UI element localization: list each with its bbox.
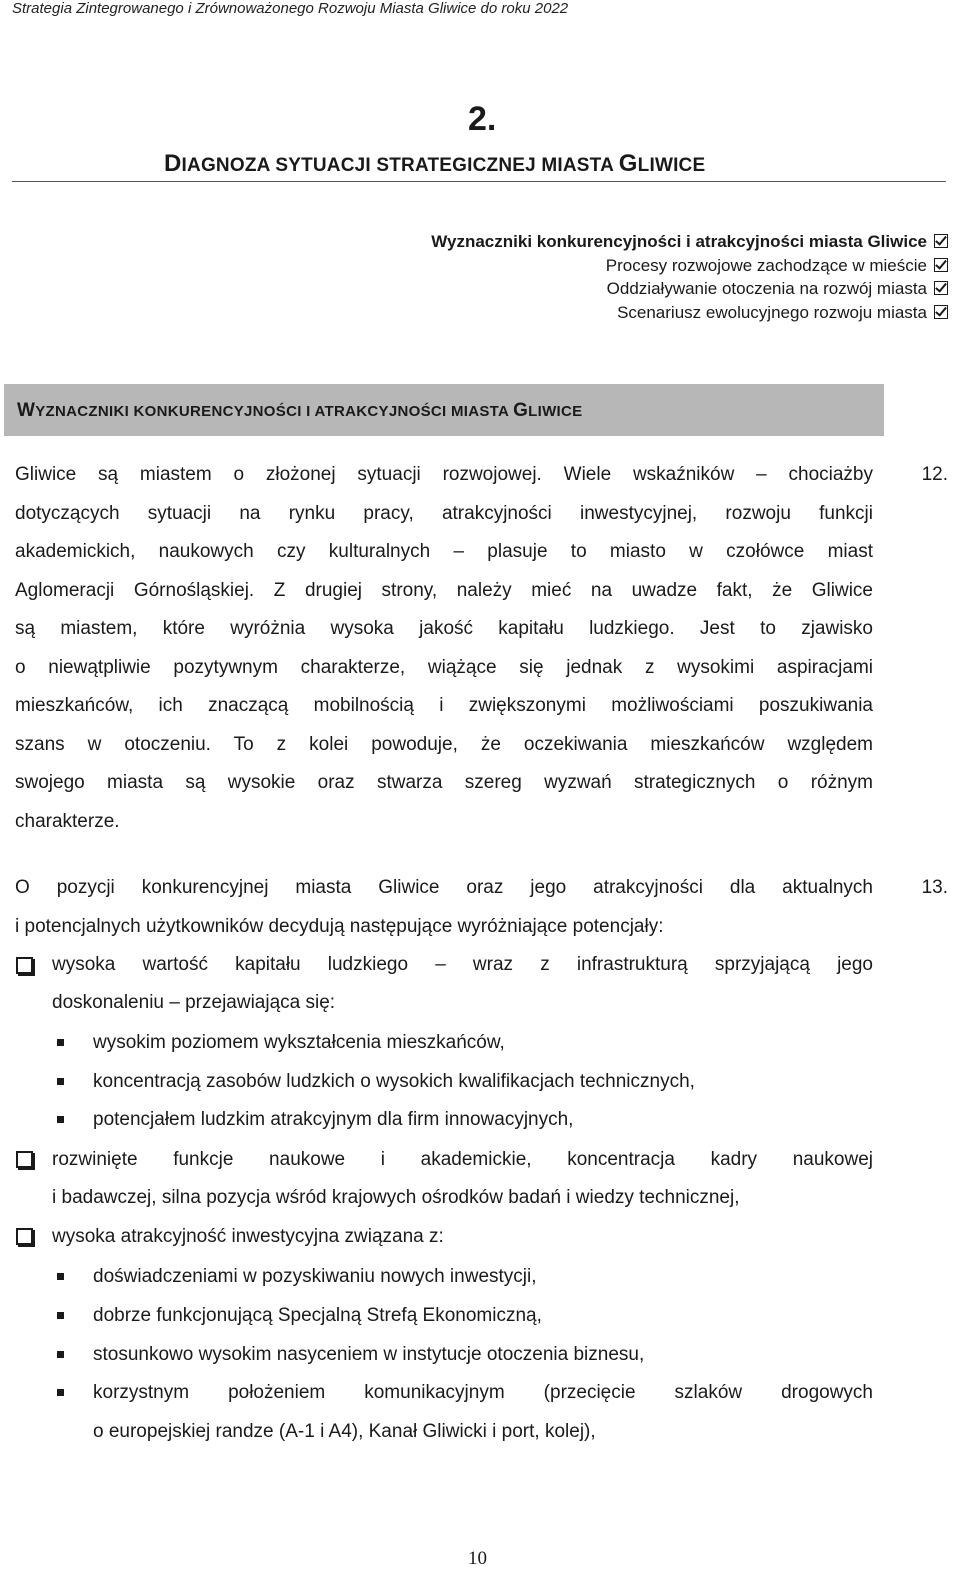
sub-list-item: dobrze funkcjonującą Specjalną Strefą Ekonomiczną, [93,1305,542,1326]
toc-item [431,254,948,278]
paragraph-12 [15,456,873,841]
toc-item-label: Oddziaływanie otoczenia na rozwój miasta [606,279,927,298]
paragraph-line: o niewątpliwie pozytywnym charakterze, wiążące się jednak z wysokimi aspiracjami [15,656,873,678]
sub-list-item: o europejskiej randze (A-1 i A4), Kanał Gliwicki i port, kolej), [93,1421,596,1442]
paragraph-line: Aglomeracji Górnośląskiej. Z drugiej strony, należy mieć na uwadze fakt, że Gliwice [15,579,873,601]
checked-box-icon [934,305,948,319]
chapter-number: 2. [468,100,497,138]
sub-list-item: potencjałem ludzkim atrakcyjnym dla firm innowacyjnych, [93,1109,574,1130]
section-title [17,400,582,422]
checkbox-square-icon [16,1228,33,1245]
bullet-icon [57,1039,64,1046]
chapter-title-text: IAGNOZA SYTUACJI STRATEGICZNEJ MIASTA [181,155,619,176]
bullet-icon [57,1351,64,1358]
list-item-line: wysoka wartość kapitału ludzkiego – wraz z infrastrukturą sprzyjającą jego [52,954,873,975]
sub-list-item: stosunkowo wysokim nasyceniem w instytucje otoczenia biznesu, [93,1344,645,1365]
chapter-title-initial: D [164,150,182,177]
section-title-initial-2: G [513,400,529,421]
paragraph-line: Gliwice są miastem o złożonej sytuacji rozwojowej. Wiele wskaźników – chociażby [15,464,873,485]
section-heading-bar [4,384,884,436]
list-item-line: i badawczej, silna pozycja wśród krajowych ośrodków badań i wiedzy technicznej, [52,1187,740,1208]
paragraph-line: swojego miasta są wysokie oraz stwarza szereg wyzwań strategicznych o różnym [15,772,873,793]
paragraph-line: O pozycji konkurencyjnej miasta Gliwice oraz jego atrakcyjności dla aktualnych [15,877,873,898]
paragraph-line: akademickich, naukowych czy kulturalnych – plasuje to miasto w czołówce miast [15,541,873,562]
list-item-line: wysoka atrakcyjność inwestycyjna związana z: [52,1226,444,1247]
toc-item-label: Procesy rozwojowe zachodzące w mieście [605,255,927,275]
toc-item [431,277,948,301]
bullet-icon [57,1078,64,1085]
paragraph-13-intro [15,869,873,946]
checked-box-icon [934,281,948,295]
list-item-line: doskonaleniu – przejawiająca się: [52,992,336,1013]
bullet-icon [57,1389,64,1396]
section-title-text-2: LIWICE [528,403,583,420]
paragraph-number: 12. [921,464,948,485]
paragraph-line: dotyczących sytuacji na rynku pracy, atrakcyjności inwestycyjnej, rozwoju funkcji [15,502,873,524]
checked-box-icon [934,234,948,248]
list-item-line: rozwinięte funkcje naukowe i akademickie, koncentracja kadry naukowej [52,1149,873,1170]
toc-item-label: Scenariusz ewolucyjnego rozwoju miasta [617,302,927,322]
bullet-icon [57,1312,64,1319]
toc-item [431,301,948,325]
paragraph-line: mieszkańców, ich znaczącą mobilnością i zwiększonymi możliwościami poszukiwania [15,695,873,716]
sub-list-item: koncentracją zasobów ludzkich o wysokich kwalifikacjach technicznych, [93,1071,695,1092]
toc-item-label: Wyznaczniki konkurencyjności i atrakcyjności miasta Gliwice [431,232,927,251]
running-header: Strategia Zintegrowanego i Zrównoważonego Rozwoju Miasta Gliwice do roku 2022 [12,0,569,17]
checkbox-square-icon [16,1151,33,1168]
chapter-divider [12,181,946,182]
chapter-title [164,150,705,178]
section-title-initial: W [17,400,36,421]
chapter-contents-list [431,230,948,324]
checked-box-icon [934,258,948,272]
checkbox-square-icon [16,957,33,974]
chapter-title-initial-2: G [618,150,638,177]
sub-list-item: doświadczeniami w pozyskiwaniu nowych inwestycji, [93,1266,537,1287]
bullet-icon [57,1273,64,1280]
paragraph-line: charakterze. [15,810,120,832]
sub-list-item: korzystnym położeniem komunikacyjnym (przecięcie szlaków drogowych [93,1382,873,1403]
toc-item [431,230,948,254]
paragraph-number: 13. [921,877,948,898]
bullet-icon [57,1116,64,1123]
paragraph-line: szans w otoczeniu. To z kolei powoduje, że oczekiwania mieszkańców względem [15,733,873,755]
paragraph-line: są miastem, które wyróżnia wysoka jakość kapitału ludzkiego. Jest to zjawisko [15,618,873,639]
section-title-text: YZNACZNIKI KONKURENCYJNOŚCI I ATRAKCYJNOŚCI MIASTA [35,403,514,420]
page-number: 10 [468,1548,487,1569]
chapter-title-text-2: LIWICE [637,155,706,176]
paragraph-line: i potencjalnych użytkowników decydują następujące wyróżniające potencjały: [15,915,664,937]
sub-list-item: wysokim poziomem wykształcenia mieszkańców, [93,1032,505,1053]
